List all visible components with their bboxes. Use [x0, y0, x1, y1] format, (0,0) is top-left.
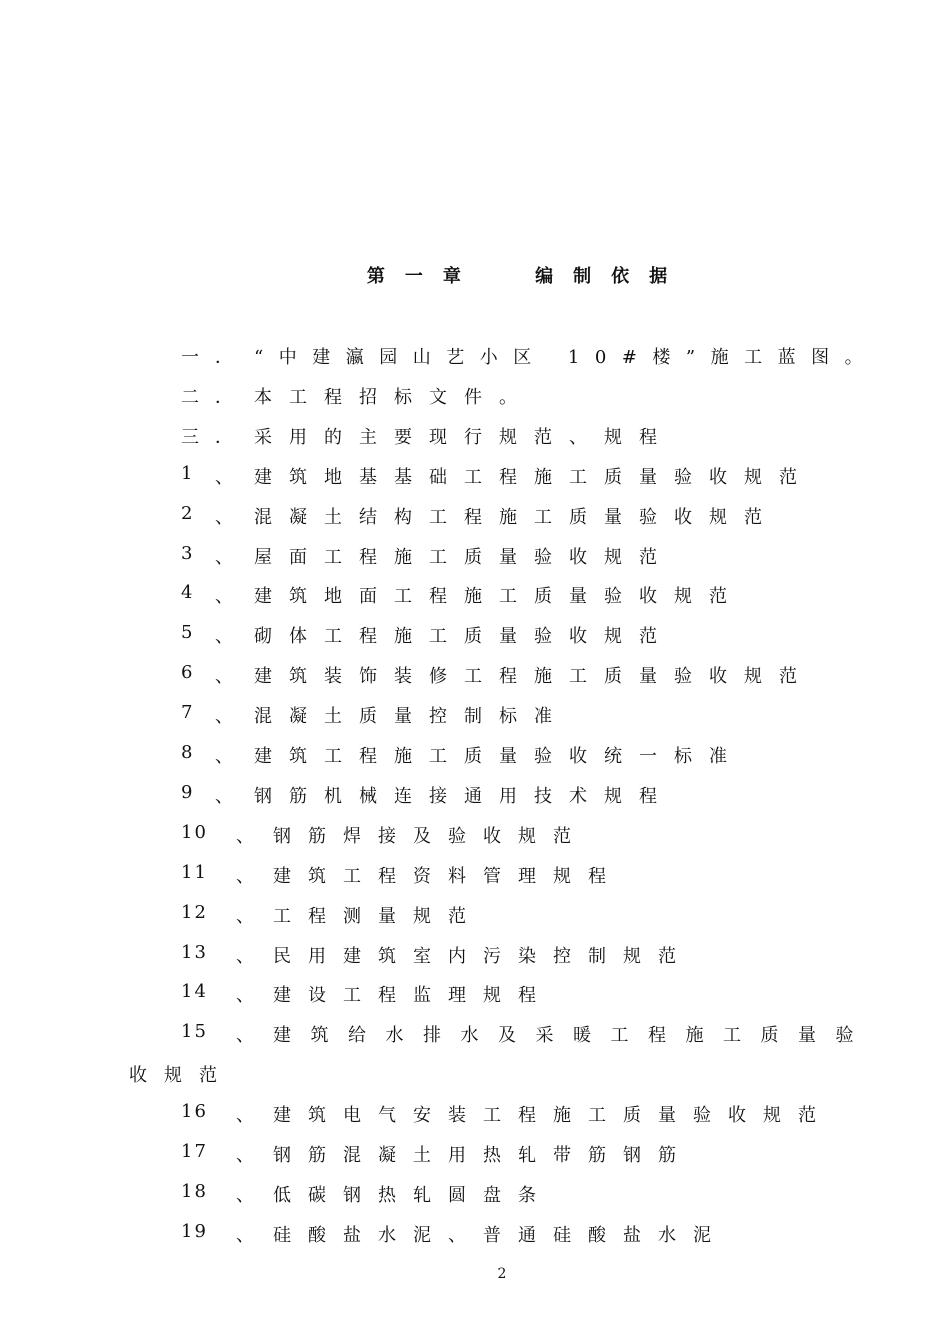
item-separator: 、	[215, 586, 233, 608]
item-number: 14	[181, 981, 208, 1003]
item-number: 17	[181, 1141, 208, 1162]
item-text: 建筑地基基础工程施工质量验收规范	[254, 466, 814, 488]
item-separator: ．	[215, 347, 233, 368]
list-item	[0, 423, 950, 463]
list-item	[0, 862, 950, 902]
item-number: 二	[181, 386, 199, 408]
list-item	[0, 702, 950, 742]
item-separator: 、	[236, 905, 254, 927]
item-separator: 、	[215, 746, 233, 767]
item-separator: 、	[215, 666, 233, 688]
item-text: 钢筋机械连接通用技术规程	[254, 785, 674, 807]
item-text: 建筑地面工程施工质量验收规范	[254, 586, 744, 608]
list-item	[0, 1221, 950, 1261]
item-separator: 、	[236, 985, 254, 1007]
item-text-continuation: 收规范	[129, 1065, 234, 1087]
list-item-continuation	[0, 1061, 950, 1101]
chapter-title: 第一章 编制依据	[366, 266, 688, 287]
list-item	[0, 822, 950, 862]
item-separator: 、	[215, 626, 233, 648]
item-text: 低碳钢热轧圆盘条	[273, 1184, 553, 1206]
item-number: 4	[181, 582, 195, 604]
list-item	[0, 1021, 950, 1061]
list-item	[0, 902, 950, 942]
item-number: 11	[181, 861, 208, 883]
list-item	[0, 622, 950, 662]
item-number: 一	[181, 347, 199, 368]
item-text: 建筑给水排水及采暖工程施工质量验	[273, 1025, 873, 1047]
item-number: 16	[181, 1101, 208, 1123]
list-item	[0, 1101, 950, 1141]
item-separator: 、	[236, 1145, 254, 1166]
item-separator: ．	[215, 426, 233, 448]
list-item	[0, 582, 950, 622]
list-item	[0, 463, 950, 503]
item-separator: 、	[236, 825, 254, 847]
item-number: 10	[181, 821, 208, 843]
item-text: 建设工程监理规程	[273, 985, 553, 1007]
item-number: 15	[181, 1021, 208, 1043]
item-number: 18	[181, 1180, 208, 1202]
item-text: 采用的主要现行规范、规程	[254, 426, 674, 448]
item-number: 5	[181, 622, 195, 644]
item-text: 混凝土质量控制标准	[254, 706, 569, 728]
list-item	[0, 543, 950, 583]
item-text: 建筑装饰装修工程施工质量验收规范	[254, 666, 814, 688]
item-text: 钢筋焊接及验收规范	[273, 825, 588, 847]
list-item	[0, 742, 950, 782]
list-item	[0, 503, 950, 543]
item-number: 9	[181, 781, 195, 803]
item-number: 12	[181, 901, 208, 923]
item-number: 1	[181, 462, 195, 484]
item-separator: 、	[236, 1105, 254, 1127]
item-separator: 、	[236, 1184, 254, 1206]
item-text: 工程测量规范	[273, 905, 483, 927]
item-text: 屋面工程施工质量验收规范	[254, 546, 674, 568]
item-text: 本工程招标文件。	[254, 386, 534, 408]
item-text: 民用建筑室内污染控制规范	[273, 945, 693, 967]
item-separator: 、	[215, 506, 233, 528]
item-number: 8	[181, 742, 195, 763]
item-separator: 、	[215, 706, 233, 728]
list-item	[0, 1141, 950, 1181]
item-number: 2	[181, 502, 195, 524]
item-text: “中建瀛园山艺小区 10#楼”施工蓝图。	[254, 347, 879, 368]
item-text: 建筑电气安装工程施工质量验收规范	[273, 1105, 833, 1127]
item-number: 6	[181, 662, 195, 684]
item-separator: ．	[215, 386, 233, 408]
item-number: 三	[181, 426, 199, 448]
item-text: 建筑工程资料管理规程	[273, 865, 623, 887]
list-item	[0, 343, 950, 383]
item-number: 3	[181, 542, 195, 564]
item-separator: 、	[236, 1025, 254, 1047]
item-text: 钢筋混凝土用热轧带筋钢筋	[273, 1145, 693, 1166]
item-number: 7	[181, 702, 195, 724]
item-text: 混凝土结构工程施工质量验收规范	[254, 506, 779, 528]
page-number: 2	[497, 1266, 507, 1282]
list-item	[0, 383, 950, 423]
list-item	[0, 662, 950, 702]
item-text: 建筑工程施工质量验收统一标准	[254, 746, 744, 767]
item-separator: 、	[215, 466, 233, 488]
item-separator: 、	[236, 945, 254, 967]
item-separator: 、	[236, 865, 254, 887]
item-separator: 、	[215, 546, 233, 568]
item-separator: 、	[236, 1224, 254, 1246]
item-number: 13	[181, 941, 208, 963]
item-text: 硅酸盐水泥、普通硅酸盐水泥	[273, 1224, 728, 1246]
list-item	[0, 942, 950, 982]
item-text: 砌体工程施工质量验收规范	[254, 626, 674, 648]
list-item	[0, 981, 950, 1021]
item-separator: 、	[215, 785, 233, 807]
list-item	[0, 1181, 950, 1221]
list-item	[0, 782, 950, 822]
item-number: 19	[181, 1220, 208, 1242]
